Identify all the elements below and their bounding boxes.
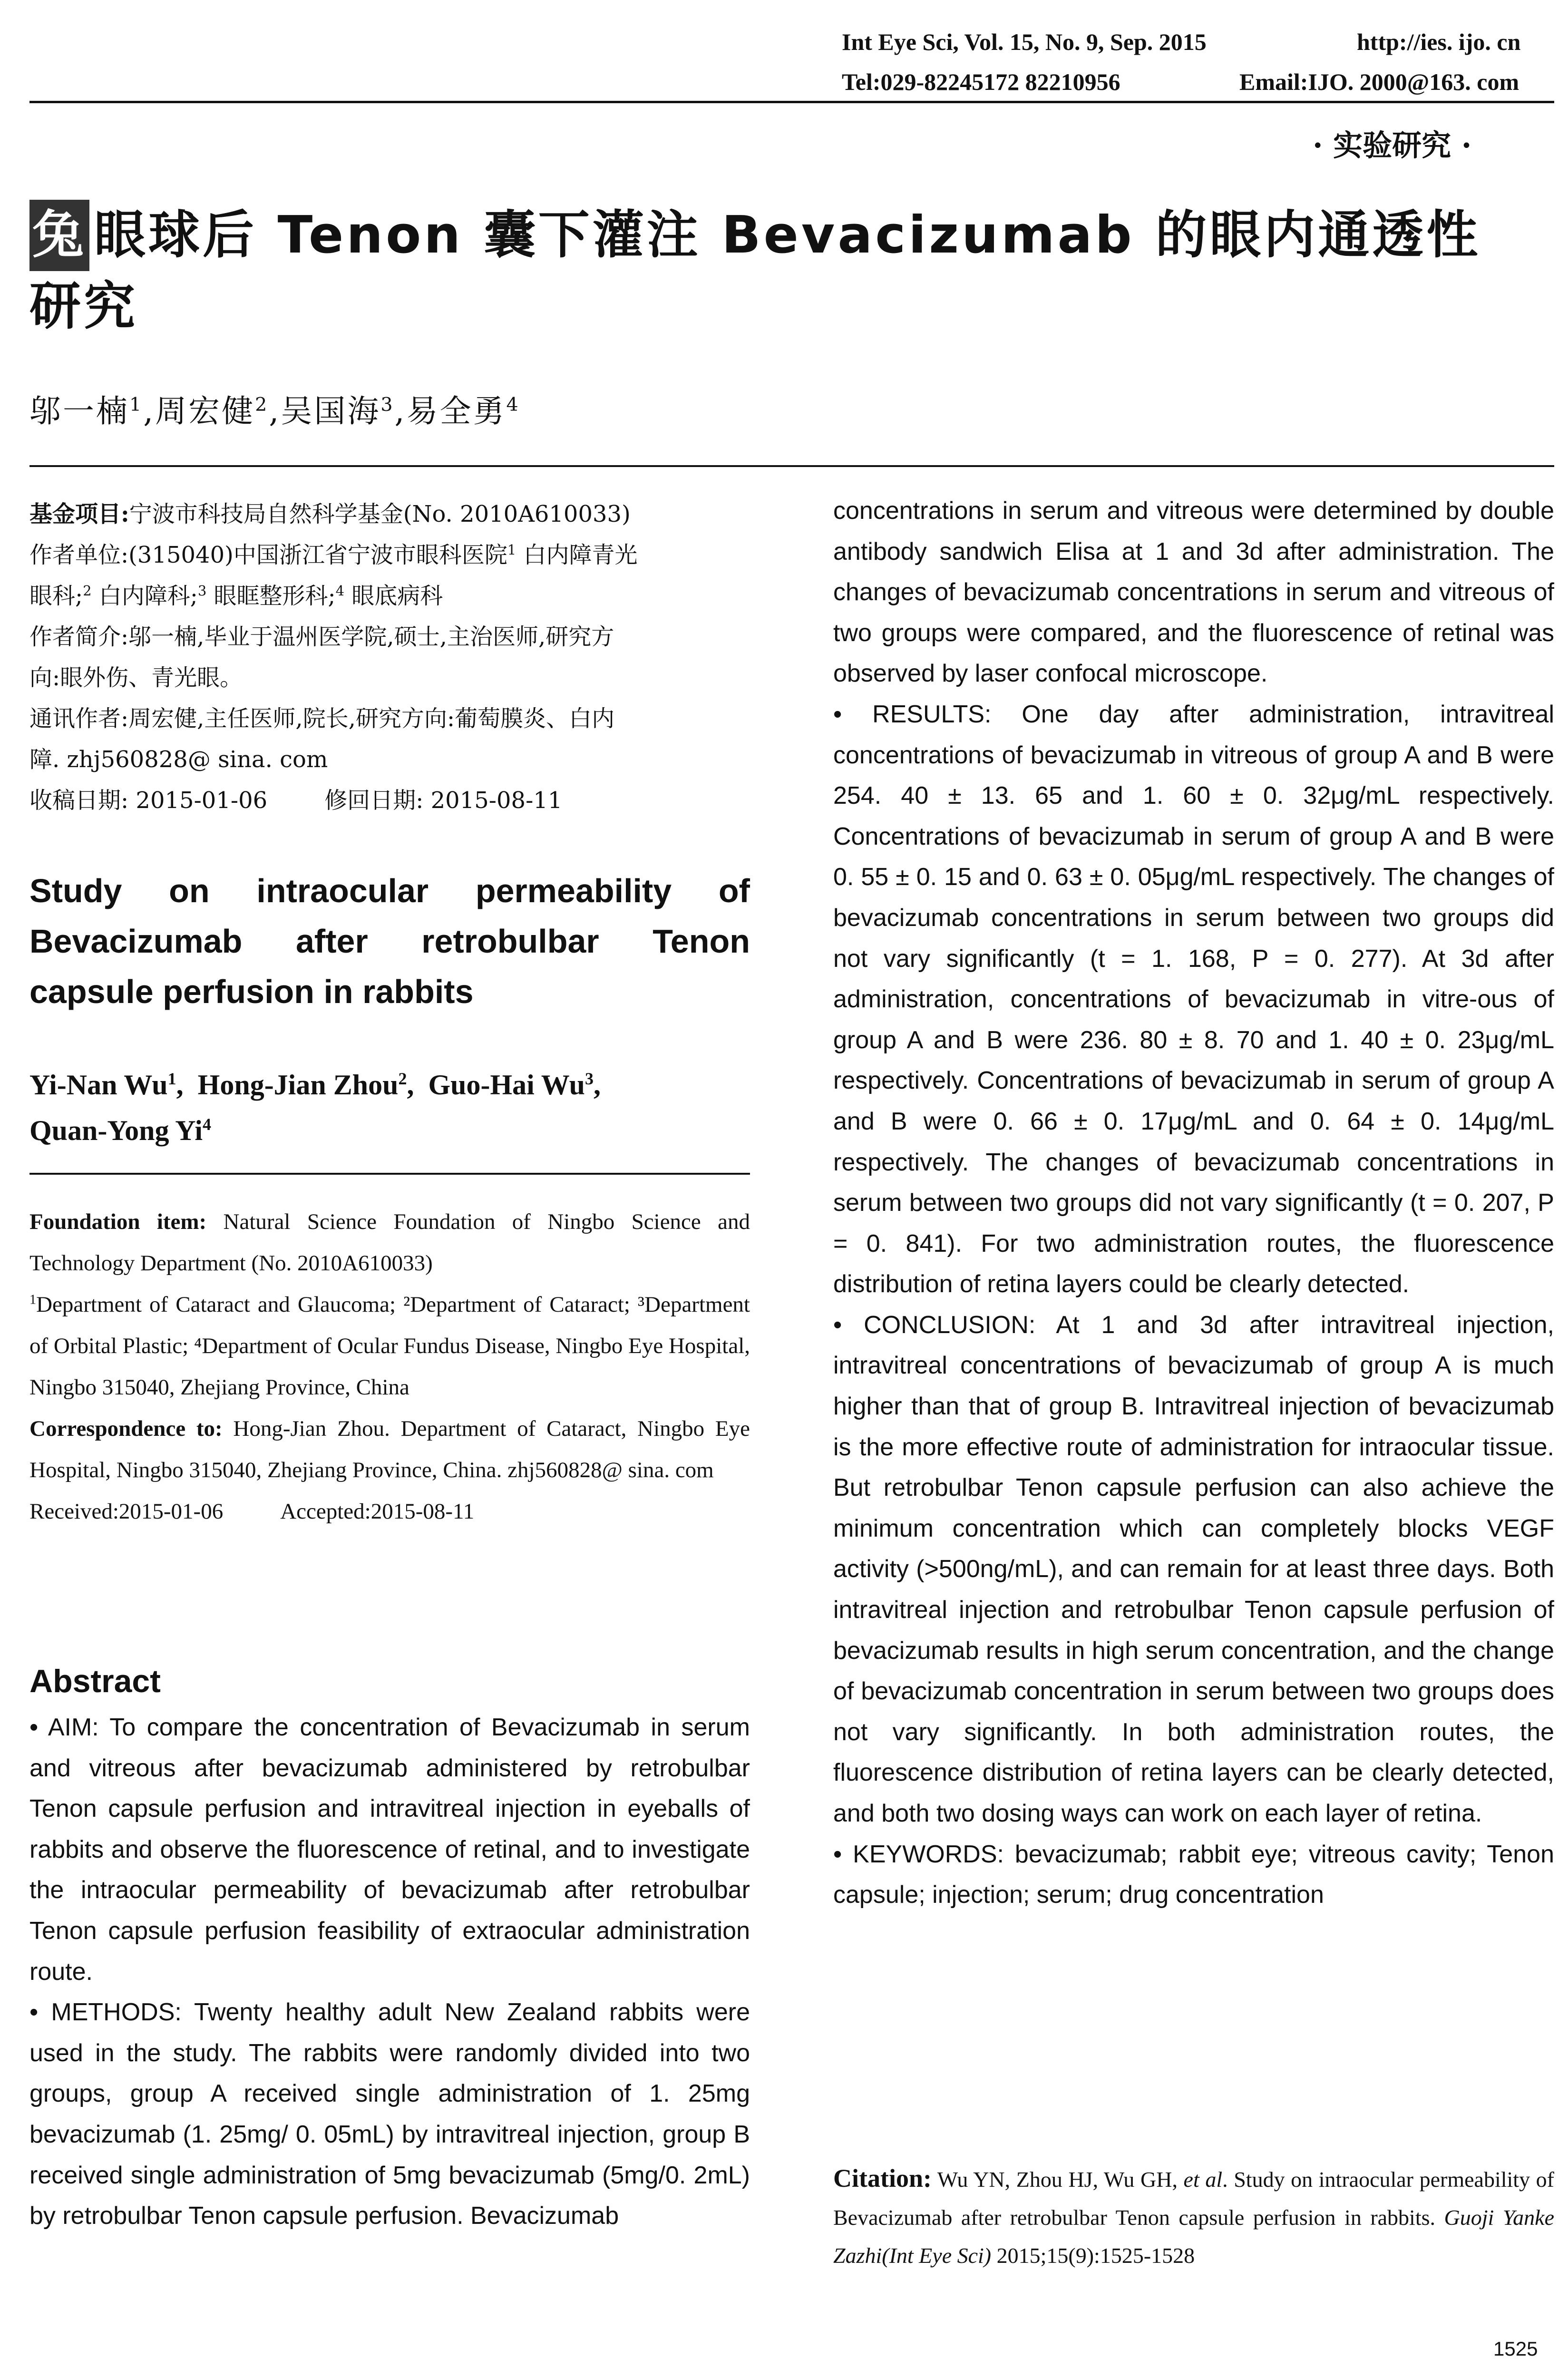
- author-en-4-sup: 4: [202, 1115, 211, 1134]
- author-cn-2: 周宏健: [155, 393, 255, 429]
- abstract-heading: Abstract: [29, 1663, 161, 1699]
- unit-line2: 眼科;: [29, 583, 83, 609]
- unit-line1: 作者单位:(315040)中国浙江省宁波市眼科医院: [29, 542, 507, 568]
- author-cn-1: 邬一楠: [29, 393, 129, 429]
- author-en-4: Quan-Yong Yi: [29, 1115, 203, 1146]
- foundation-label: Foundation item:: [29, 1209, 207, 1234]
- abstract-keywords: • KEYWORDS: bevacizumab; rabbit eye; vitreous cavity; Tenon capsule; injection; serum; drug concentration: [833, 1840, 1554, 1909]
- meta-cn: [29, 494, 752, 821]
- title-en-line1: Study on intraocular permeability of: [29, 872, 750, 909]
- citation-text3: 2015;15(9):1525-1528: [991, 2243, 1195, 2268]
- citation-journal: Guoji Yanke Zazhi(Int Eye Sci): [833, 2205, 1555, 2268]
- author-cn-2-sup: 2: [255, 394, 269, 416]
- author-cn-3-sup: 3: [380, 394, 395, 416]
- citation-label: Citation:: [833, 2164, 932, 2192]
- unit-line2d: 眼底病科: [344, 583, 443, 609]
- abstract-results: • RESULTS: One day after administration, intravitreal concentrations of bevacizumab in vitreous of group A and B were 254. 40 ± 13. 65 and 1. 60 ± 0. 32μg/mL respectively. Concentrations of bevacizumab in serum of group A and B were 0. 55 ± 0. 15 and 0. 63 ± 0. 05μg/mL respectively. The changes of bevacizumab concentrations in serum between two groups did not vary significantly (t = 1. 168, P = 0. 277). At 3d after administration, concentrations of bevacizumab in vitre-ous of group A and B were 236. 80 ± 8. 70 and 1. 40 ± 0. 23μg/mL respectively. Concentrations of bevacizumab in serum of group A and B were 0. 66 ± 0. 17μg/mL and 0. 64 ± 0. 14μg/mL respectively. The changes of bevacizumab concentrations in serum between two groups did not vary significantly (t = 0. 207, P = 0. 841). For two administration routes, the fluorescence distribution of retina layers could be clearly detected.: [833, 700, 1554, 1298]
- affiliation-rule: [29, 1173, 750, 1175]
- bio-line2: 向:眼外伤、青光眼。: [29, 664, 243, 691]
- author-en-1: Yi-Nan Wu: [29, 1069, 168, 1101]
- author-cn-3: 吴国海: [281, 393, 381, 429]
- journal-email: Email:IJO. 2000@163. com: [1239, 68, 1519, 95]
- foundation-text: Natural Science Foundation of Ningbo Science and Technology Department (No. 2010A610033): [29, 1209, 750, 1276]
- unit-sup2: 2: [83, 583, 92, 599]
- citation-text2: . Study on intraocular permeability of Bevacizumab after retrobulbar Tenon capsule perfusion in rabbits.: [833, 2167, 1554, 2230]
- unit-sup1: 1: [507, 542, 516, 558]
- authors-rule: [29, 465, 1554, 467]
- fund-label: 基金项目:: [29, 501, 129, 527]
- dept-sup: 1: [29, 1292, 37, 1307]
- title-tag: 兔: [29, 200, 89, 271]
- fund-text: 宁波市科技局自然科学基金(No. 2010A610033): [129, 501, 631, 527]
- author-cn-4-sup: 4: [506, 394, 520, 416]
- received-cn: 收稿日期: 2015-01-06: [29, 787, 268, 814]
- unit-sup3: 3: [197, 583, 207, 599]
- author-en-3: Guo-Hai Wu: [428, 1069, 585, 1101]
- title-cn-line2: 研究: [29, 277, 138, 336]
- author-cn-4: 易全勇: [406, 393, 506, 429]
- header-rule: [29, 101, 1554, 103]
- journal-tel: Tel:029-82245172 82210956: [842, 68, 1120, 95]
- unit-line2c: 眼眶整形科;: [206, 583, 336, 609]
- affiliations: [29, 1201, 750, 1532]
- dept-text: Department of Cataract and Glaucoma; ²Department of Cataract; ³Department of Orbital Plastic; ⁴Department of Ocular Fundus Disease, Ningbo Eye Hospital, Ningbo 315040, Zhejiang Province, China: [29, 1292, 750, 1400]
- citation: [833, 2159, 1554, 2275]
- correspondence-text: Hong-Jian Zhou. Department of Cataract, Ningbo Eye Hospital, Ningbo 315040, Zhejiang Province, China. zhj560828@ sina. com: [29, 1416, 750, 1482]
- citation-text1: Wu YN, Zhou HJ, Wu GH,: [931, 2167, 1184, 2192]
- authors-cn: 邬一楠$^1$,周宏健$^2$,吴国海$^3$,易全勇$^4$: [29, 393, 520, 429]
- correspondence-label: Correspondence to:: [29, 1416, 223, 1441]
- abstract-methods-cont: concentrations in serum and vitreous were determined by double antibody sandwich Elisa at 1 and 3d after administration. The changes of bevacizumab concentrations in serum and vitreous of two groups were compared, and the fluorescence of retinal was observed by laser confocal microscope.: [833, 497, 1554, 688]
- abstract-aim: • AIM: To compare the concentration of Bevacizumab in serum and vitreous after bevacizumab administered by retrobulbar Tenon capsule perfusion and intravitreal injection in eyeballs of rabbits and observe the fluorescence of retinal, and to investigate the intraocular permeability of bevacizumab after retrobulbar Tenon capsule perfusion feasibility of extraocular administration route.: [29, 1714, 750, 1986]
- author-cn-1-sup: 1: [129, 394, 144, 416]
- unit-line2b: 白内障科;: [91, 583, 198, 609]
- citation-etal: et al: [1183, 2167, 1223, 2192]
- author-en-2-sup: 2: [398, 1069, 407, 1088]
- corr-line2: 障. zhj560828@ sina. com: [29, 746, 328, 773]
- authors-en: Yi-Nan Wu$^1$, Hong-Jian Zhou$^2$, Guo-Hai Wu$^3$, Quan-Yong Yi$^4$: [29, 1069, 601, 1146]
- bio-line1: 作者简介:邬一楠,毕业于温州医学院,硕士,主治医师,研究方: [29, 623, 614, 650]
- abstract-conclusion: • CONCLUSION: At 1 and 3d after intravitreal injection, intravitreal concentrations of bevacizumab of group A is much higher than that of group B. Intravitreal injection of bevacizumab is the more effective route of administration for intraocular tissue. But retrobulbar Tenon capsule perfusion can also achieve the minimum concentration which can completely blocks VEGF activity (>500ng/mL), and can remain for at least three days. Both intravitreal injection and retrobulbar Tenon capsule perfusion of bevacizumab results in high serum concentration, and the change of bevacizumab concentration in serum between two groups does not vary significantly. In both administration routes, the fluorescence distribution of retina layers can be clearly detected, and both two dosing ways can work on each layer of retina.: [833, 1311, 1554, 1827]
- title-cn-line1: 眼球后 Tenon 囊下灌注 Bevacizumab 的眼内通透性: [94, 205, 1481, 265]
- page-number: 1525: [1493, 2338, 1538, 2360]
- received-en: Received:2015-01-06: [29, 1499, 224, 1524]
- title-en-line3: capsule perfusion in rabbits: [29, 973, 474, 1010]
- abstract-methods: • METHODS: Twenty healthy adult New Zealand rabbits were used in the study. The rabbits were randomly divided into two groups, group A received single administration of 1. 25mg bevacizumab (1. 25mg/ 0. 05mL) by intravitreal injection, group B received single administration of 5mg bevacizumab (5mg/0. 2mL) by retrobulbar Tenon capsule perfusion. Bevacizumab: [29, 1998, 750, 2230]
- abstract-left: [29, 1707, 750, 2237]
- abstract-right: [833, 491, 1554, 1916]
- title-en: [29, 866, 750, 1017]
- author-en-1-sup: 1: [167, 1069, 176, 1088]
- journal-info: Int Eye Sci, Vol. 15, No. 9, Sep. 2015: [842, 29, 1207, 55]
- title-en-line2: Bevacizumab after retrobulbar Tenon: [29, 923, 750, 960]
- corr-line1: 通讯作者:周宏健,主任医师,院长,研究方向:葡萄膜炎、白内: [29, 705, 615, 732]
- journal-website: http://ies. ijo. cn: [1357, 29, 1521, 55]
- unit-line1b: 白内障青光: [516, 542, 638, 568]
- unit-sup4: 4: [335, 583, 345, 599]
- section-label: · 实验研究 ·: [1313, 128, 1472, 163]
- author-en-2: Hong-Jian Zhou: [197, 1069, 399, 1101]
- revised-cn: 修回日期: 2015-08-11: [324, 787, 563, 814]
- title-cn: [29, 200, 1561, 342]
- accepted-en: Accepted:2015-08-11: [280, 1499, 475, 1524]
- author-en-3-sup: 3: [585, 1069, 594, 1088]
